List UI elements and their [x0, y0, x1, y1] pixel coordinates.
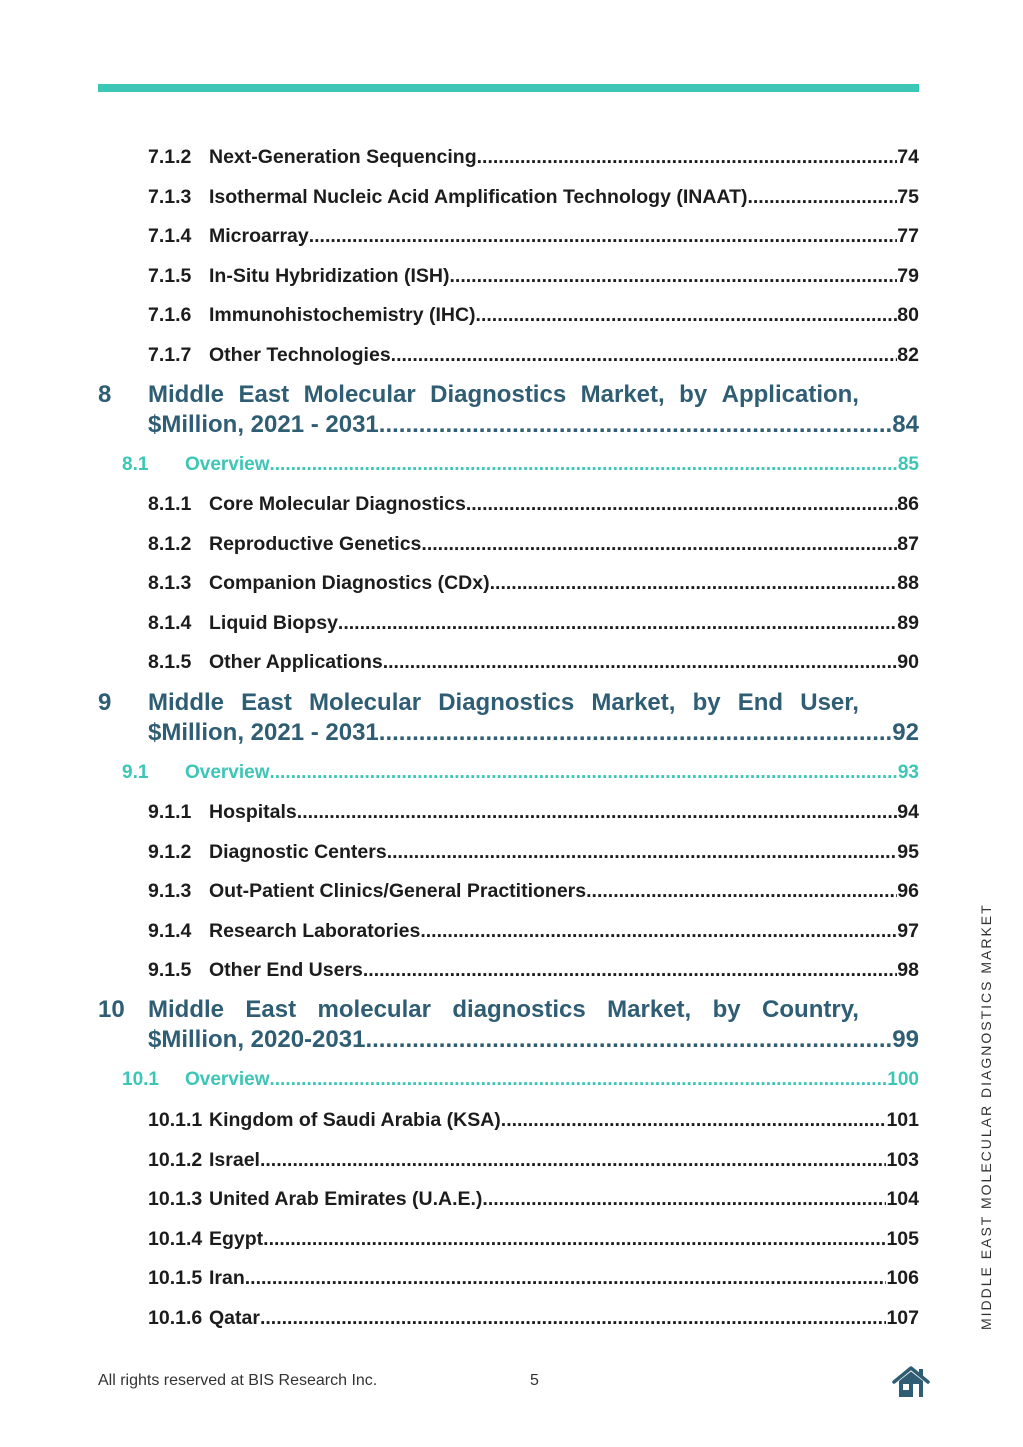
toc-subsection-entry[interactable]: [148, 1188, 919, 1214]
chapter-title-word: East: [245, 996, 297, 1023]
toc-entry-page: 100: [887, 1069, 919, 1090]
toc-entry-page: 106: [886, 1267, 919, 1290]
toc-subsection-entry[interactable]: [148, 880, 919, 906]
chapter-heading-9[interactable]: [98, 689, 919, 753]
chapter-page: 99: [892, 1026, 919, 1053]
toc-entry-number: 10.1.4: [148, 1227, 203, 1250]
toc-entry-page: 101: [886, 1109, 919, 1131]
toc-entry-title: Companion Diagnostics (CDx): [209, 572, 490, 595]
chapter-page: 92: [892, 719, 919, 746]
toc-entry-page: 90: [897, 651, 919, 674]
chapter-title-word: Diagnostics: [438, 689, 575, 716]
chapter-title-word: Middle: [148, 381, 224, 408]
toc-entry-number: 10.1.3: [148, 1188, 203, 1211]
chapter-title-word: East: [238, 381, 290, 408]
dot-leader: [387, 841, 898, 864]
chapter-title-line2: [148, 1026, 919, 1054]
dot-leader: [466, 493, 897, 516]
toc-entry-title: United Arab Emirates (U.A.E.): [209, 1188, 483, 1211]
toc-entry-title: Hospitals: [209, 801, 297, 823]
toc-entry-number: 8.1: [122, 454, 149, 475]
toc-entry-page: 85: [897, 454, 919, 475]
dot-leader: [383, 651, 898, 674]
dot-leader: [449, 265, 897, 288]
chapter-title-tail: $Million, 2020-2031: [148, 1026, 366, 1053]
toc-section-overview[interactable]: [122, 1069, 919, 1095]
toc-entry-page: 107: [886, 1307, 919, 1329]
chapter-title-line2: [148, 411, 919, 439]
toc-section-overview[interactable]: [122, 762, 919, 788]
toc-entry-number: 10.1.5: [148, 1267, 203, 1290]
dot-leader: [245, 1267, 887, 1290]
chapter-title-word: Middle: [148, 996, 224, 1023]
toc-entry-page: 75: [897, 185, 919, 208]
copyright-notice: All rights reserved at BIS Research Inc.: [98, 1372, 378, 1389]
toc-entry-page: 98: [897, 959, 919, 982]
toc-subsection-entry[interactable]: [148, 1267, 919, 1293]
toc-entry-title: Israel: [209, 1148, 260, 1171]
chapter-number: 9: [98, 689, 112, 716]
toc-entry-number: 9.1.2: [148, 840, 192, 863]
toc-entry-title: Microarray: [209, 225, 309, 247]
toc-entry-title: Other End Users: [209, 959, 363, 982]
dot-leader: [260, 1307, 887, 1330]
dot-leader: [309, 225, 898, 248]
toc-entry-number: 7.1.7: [148, 343, 192, 366]
toc-entry-title: Isothermal Nucleic Acid Amplification Technology (INAAT): [209, 185, 748, 208]
chapter-title-line1: [148, 996, 859, 1024]
chapter-title-word: Molecular: [303, 381, 416, 408]
toc-entry-page: 79: [897, 264, 919, 287]
chapter-number: 8: [98, 381, 112, 408]
toc-entry-title: Overview: [185, 1069, 270, 1090]
chapter-heading-8[interactable]: [98, 381, 919, 445]
toc-subsection-entry[interactable]: [148, 1149, 919, 1175]
toc-entry-number: 7.1.5: [148, 264, 192, 287]
dot-leader: [421, 533, 897, 556]
toc-entry-page: 97: [897, 919, 919, 942]
chapter-title-word: molecular: [317, 996, 431, 1023]
toc-entry-page: 105: [886, 1227, 919, 1250]
toc-entry-number: 7.1.6: [148, 304, 192, 326]
toc-entry-title: Diagnostic Centers: [209, 840, 387, 863]
toc-entry-number: 10.1.1: [148, 1109, 203, 1131]
toc-subsection-entry[interactable]: [148, 1109, 919, 1135]
dot-leader: [379, 411, 893, 439]
toc-entry-page: 86: [897, 493, 919, 515]
toc-entry-title: Liquid Biopsy: [209, 611, 338, 634]
chapter-title-word: Market,: [591, 689, 676, 716]
dot-leader: [586, 880, 897, 903]
chapter-page: 84: [892, 411, 919, 438]
toc-subsection-entry[interactable]: [148, 493, 919, 519]
toc-entry-title: Out-Patient Clinics/General Practitioners: [209, 880, 587, 903]
chapter-title-word: by: [712, 996, 741, 1023]
chapter-title-line1: [148, 381, 859, 409]
chapter-title-word: Molecular: [309, 689, 422, 716]
toc-subsection-entry[interactable]: [148, 225, 919, 251]
toc-entry-number: 8.1.3: [148, 572, 192, 595]
dot-leader: [297, 801, 898, 824]
toc-entry-number: 7.1.3: [148, 185, 192, 208]
toc-subsection-entry[interactable]: [148, 959, 919, 985]
toc-entry-number: 8.1.4: [148, 611, 192, 634]
side-report-title: MIDDLE EAST MOLECULAR DIAGNOSTICS MARKET: [978, 903, 994, 1330]
toc-subsection-entry[interactable]: [148, 186, 919, 212]
toc-entry-number: 10.1.2: [148, 1148, 203, 1171]
toc-subsection-entry[interactable]: [148, 841, 919, 867]
toc-entry-number: 8.1.5: [148, 651, 192, 674]
toc-entry-number: 9.1: [122, 762, 149, 783]
toc-entry-number: 10.1.6: [148, 1307, 203, 1329]
dot-leader: [365, 1026, 892, 1054]
toc-entry-number: 8.1.2: [148, 532, 192, 555]
toc-entry-number: 9.1.5: [148, 959, 192, 982]
toc-entry-page: 103: [886, 1148, 919, 1171]
chapter-title-word: Diagnostics: [430, 381, 567, 408]
dot-leader: [270, 1069, 888, 1091]
toc-subsection-entry[interactable]: [148, 265, 919, 291]
toc-entry-page: 104: [886, 1188, 919, 1211]
toc-entry-page: 94: [897, 801, 919, 823]
toc-entry-number: 7.1.4: [148, 225, 192, 247]
toc-entry-title: Kingdom of Saudi Arabia (KSA): [209, 1109, 501, 1131]
chapter-title-word: Country,: [762, 996, 859, 1023]
toc-entry-page: 87: [897, 532, 919, 555]
dot-leader: [420, 920, 897, 943]
dot-leader: [270, 454, 898, 476]
dot-leader: [747, 186, 897, 209]
dot-leader: [482, 1188, 886, 1211]
toc-subsection-entry[interactable]: [148, 801, 919, 827]
toc-subsection-entry[interactable]: [148, 1307, 919, 1333]
chapter-title-word: End: [737, 689, 784, 716]
home-icon[interactable]: [892, 1365, 930, 1399]
dot-leader: [338, 612, 897, 635]
chapter-title-word: by: [692, 689, 721, 716]
chapter-title-word: Market,: [580, 381, 665, 408]
page-number: 5: [530, 1372, 539, 1389]
chapter-title-word: Middle: [148, 689, 224, 716]
dot-leader: [391, 344, 898, 367]
dot-leader: [260, 1149, 886, 1172]
chapter-title-word: Market,: [607, 996, 692, 1023]
toc-entry-title: Egypt: [209, 1227, 264, 1250]
toc-entry-title: Overview: [185, 454, 270, 475]
toc-entry-title: Other Technologies: [209, 343, 391, 366]
toc-entry-title: Iran: [209, 1267, 245, 1290]
toc-subsection-entry[interactable]: [148, 533, 919, 559]
chapter-title-word: diagnostics: [452, 996, 586, 1023]
toc-entry-page: 89: [897, 611, 919, 634]
dot-leader: [270, 762, 898, 784]
toc-entry-title: Research Laboratories: [209, 919, 421, 942]
chapter-heading-10[interactable]: [98, 996, 919, 1060]
dot-leader: [476, 304, 898, 327]
toc-entry-title: In-Situ Hybridization (ISH): [209, 264, 450, 287]
chapter-title-tail: $Million, 2021 - 2031: [148, 719, 379, 746]
toc-entry-page: 74: [897, 146, 919, 168]
toc-entry-number: 10.1: [122, 1069, 159, 1090]
chapter-title-word: Application,: [721, 381, 859, 408]
chapter-number: 10: [98, 996, 125, 1023]
toc-entry-title: Overview: [185, 762, 270, 783]
toc-entry-title: Reproductive Genetics: [209, 532, 422, 555]
toc-entry-page: 93: [897, 762, 919, 783]
toc-section-overview[interactable]: [122, 454, 919, 480]
toc-entry-page: 88: [897, 572, 919, 595]
toc-entry-page: 96: [897, 880, 919, 903]
dot-leader: [477, 146, 898, 169]
toc-subsection-entry[interactable]: [148, 146, 919, 172]
toc-subsection-entry[interactable]: [148, 1228, 919, 1254]
toc-entry-title: Next-Generation Sequencing: [209, 146, 477, 168]
chapter-title-tail: $Million, 2021 - 2031: [148, 411, 379, 438]
dot-leader: [490, 572, 898, 595]
chapter-title-line1: [148, 689, 859, 717]
chapter-title-line2: [148, 719, 919, 747]
toc-entry-number: 9.1.1: [148, 801, 192, 823]
toc-entry-page: 95: [897, 840, 919, 863]
dot-leader: [501, 1109, 887, 1132]
dot-leader: [379, 719, 893, 747]
dot-leader: [263, 1228, 886, 1251]
chapter-title-word: by: [679, 381, 708, 408]
toc-entry-number: 7.1.2: [148, 146, 192, 168]
header-accent-bar: [98, 84, 919, 92]
toc-subsection-entry[interactable]: [148, 572, 919, 598]
toc-subsection-entry[interactable]: [148, 920, 919, 946]
toc-subsection-entry[interactable]: [148, 304, 919, 330]
toc-entry-page: 82: [897, 343, 919, 366]
toc-entry-number: 9.1.3: [148, 880, 192, 903]
dot-leader: [363, 959, 897, 982]
toc-entry-page: 80: [897, 304, 919, 326]
toc-entry-number: 9.1.4: [148, 919, 192, 942]
toc-subsection-entry[interactable]: [148, 651, 919, 677]
toc-entry-title: Immunohistochemistry (IHC): [209, 304, 476, 326]
chapter-title-word: User,: [800, 689, 859, 716]
toc-entry-title: Qatar: [209, 1307, 260, 1329]
toc-entry-title: Other Applications: [209, 651, 383, 674]
toc-entry-number: 8.1.1: [148, 493, 192, 515]
toc-entry-page: 77: [897, 225, 919, 247]
toc-subsection-entry[interactable]: [148, 612, 919, 638]
chapter-title-word: East: [241, 689, 292, 716]
toc-subsection-entry[interactable]: [148, 344, 919, 370]
toc-entry-title: Core Molecular Diagnostics: [209, 493, 466, 515]
